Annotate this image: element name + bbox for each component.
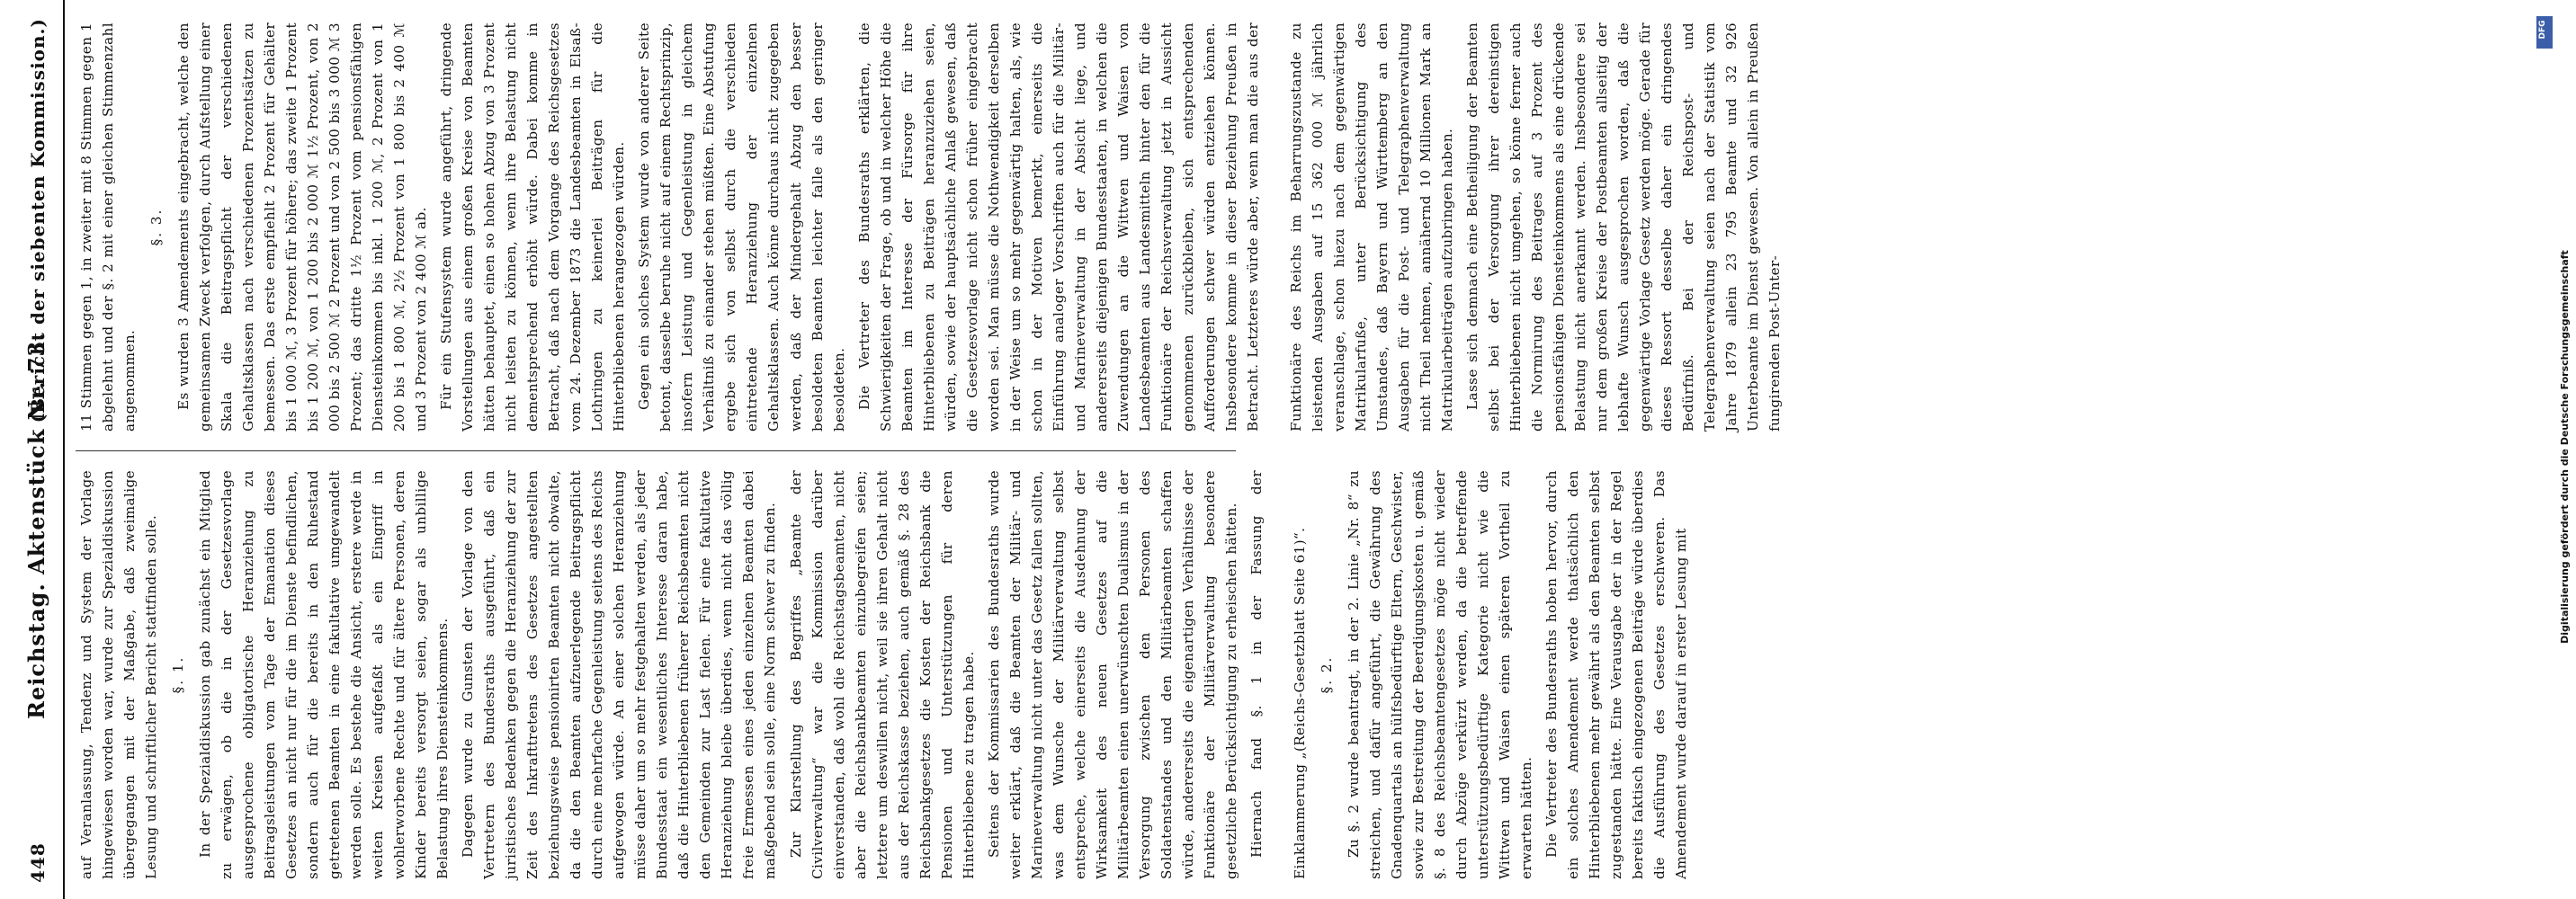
dfg-logo-text: DFG <box>2538 20 2547 40</box>
paragraph: Zur Klarstellung des Begriffes „Beamte der Civilverwaltung“ war die Kommission darüber einverstanden, daß wohl die Reichstagsbeamten, nicht aber die Reichsbankbeamten einzubegreifen seien; letztere um deswillen nicht, weil sie ihren Gehalt nicht aus der Reichskasse beziehen, auch gemäß §. 28 des Reichsbankgesetzes die Kosten der Reichsbank die Pensionen und Unterstützungen für deren Hinterbliebene zu tragen habe. <box>787 470 977 879</box>
section-heading: §. 1. <box>170 655 187 694</box>
paragraph: Hiernach fand §. 1 in der Fassung der Einklammerung „(Reichs-Gesetzblatt Seite 61)“. <box>1248 470 1308 879</box>
paragraph: Für ein Stufensystem wurde angeführt, dringende Vorstellungen aus einem großen Kreise von Beamten hätten behauptet, einen so hohen Abzug von 3 Prozent nicht leisten zu können, wenn ihre Belastung nicht dementsprechend erhöht würde. Dabei komme in Betracht, daß nach dem Vorgange des Reichsgesetzes vom 24. Dezember 1873 die Landesbeamten in Elsaß-Lothringen zu keinerlei Beiträgen für die Hinterbliebenen herangezogen würden. <box>438 22 628 432</box>
paragraph: Lasse sich demnach eine Betheiligung der Beamten selbst bei der Versorgung ihrer dereinstigen Hinterbliebenen nicht umgehen, so könne ferner auch die Normirung des Beitrages auf 3 Prozent des pensionsfähigen Diensteinkommens als eine drückende Belastung nicht anerkannt werden. Insbesondere sei nur dem großen Kreise der Postbeamten allseitig der lebhafte Wunsch ausgesprochen worden, daß die gegenwärtige Vorlage Gesetz werden möge. Gerade für dieses Ressort desselbe daher ein dringendes Bedürfniß. Bei der Reichspost- und Telegraphenverwaltung seien nach der Statistik vom Jahre 1879 allein 23 795 Beamte und 32 926 Unterbeamte im Dienst gewesen. Von allein in Preußen fungirenden Post-Unter- <box>1463 22 1784 432</box>
text-column-right <box>76 22 1784 432</box>
paragraph: In der Spezialdiskussion gab zunächst ein Mitglied zu erwägen, ob die in der Gesetzesvorlage ausgesprochene obligatorische Heranziehung zu Beitragsleistungen vom Tage der Emanation dieses Gesetzes an nicht nur für die im Dienste befindlichen, sondern auch für die bereits in den Ruhestand getretenen Beamten in eine fakultative umgewandelt werden solle. Es bestehe die Ansicht, erstere werde in weiten Kreisen aufgefaßt als ein Eingriff in wohlerworbene Rechte und für ältere Personen, deren Kinder bereits versorgt seien, sogar als unbillige Belastung ihres Diensteinkommens. <box>197 470 452 879</box>
column-divider <box>76 450 1236 451</box>
digitization-credit: Digitalisierung gefördert durch die Deutsche Forschungsgemeinschaft <box>2559 250 2571 644</box>
paragraph: Die Vertreter des Bundesraths erklärten, die Schwierigkeiten der Frage, ob und in welcher Höhe die Beamten im Interesse der Fürsorge für ihre Hinterbliebenen zu Beiträgen heranzuziehen seien, würden, sowie der hauptsächliche Anlaß gewesen, daß die Gesetzesvorlage nicht schon früher eingebracht worden sei. Man müsse die Nothwendigkeit derselben in der Weise um so mehr gegenwärtig halten, als, wie schon in der Motiven bemerkt, einerseits die Einführung analoger Vorschriften auch für die Militär- und Marineverwaltung in der Absicht liege, und andererseits diejenigen Bundesstaaten, in welchen die Zuwendungen an die Wittwen und Waisen von Landesbeamten aus Landesmitteln hinter den für die Funktionäre der Reichsverwaltung jetzt in Aussicht genommenen zurückbleiben, sich entsprechenden Aufforderungen schwer würden entziehen können. Insbesondere komme in dieser Beziehung Preußen in Betracht. Letzteres würde aber, wenn man die aus der Funktionäre des Reichs im Beharrungszustande zu leistenden Ausgaben auf 15 362 000 ℳ jährlich veranschlage, schon hiezu nach dem gegenwärtigen Matrikularfuße, unter Berücksichtigung des Umstandes, daß Bayern und Württemberg an den Ausgaben für die Post- und Telegraphenverwaltung nicht Theil nehmen, annähernd 10 Millionen Mark an Matrikularbeiträgen aufzubringen haben. <box>855 22 1455 432</box>
text-column-left <box>76 470 1690 879</box>
dfg-logo-icon <box>2536 16 2553 49</box>
paragraph: Gegen ein solches System wurde von anderer Seite betont, dasselbe beruhe nicht auf einem Rechtsprinzip, insofern Leistung und Gegenleistung in gleichem Verhältniß zu einander stehen müßten. Eine Abstufung ergebe sich von selbst durch die verschieden eintretende Heranziehung der einzelnen Gehaltsklassen. Auch könne durchaus nicht zugegeben werden, daß der Mindergehalt Abzug den besser besoldeten Beamten leichter falle als den geringer besoldeten. <box>636 22 847 432</box>
paragraph: Dagegen wurde zu Gunsten der Vorlage von den Vertretern des Bundesraths ausgeführt, daß ein juristisches Bedenken gegen die Heranziehung der zur Zeit des Inkrafttretens des Gesetzes angestellten beziehungsweise pensionirten Beamten nicht obwalte, da die den Beamten aufzuerlegende Beitragspflicht durch eine mehrfache Gegenleistung seitens des Reichs aufgewogen würde. An einer solchen Heranziehung müsse daher um so mehr festgehalten werden, als jeder Bundesstaat ein wesentliches Interesse daran habe, daß die Hinterbliebenen früherer Reichsbeamten nicht den Gemeinden zur Last fielen. Für eine fakultative Heranziehung bleibe überdies, wenn nicht das völlig freie Ermessen eines jeden einzelnen Beamten dabei maßgebend sein solle, eine Norm schwer zu finden. <box>460 470 779 879</box>
paragraph: 11 Stimmen gegen 1, in zweiter mit 8 Stimmen gegen 1 abgelehnt und der §. 2 mit einer gleichen Stimmenzahl angenommen. <box>78 22 139 432</box>
section-heading: §. 3. <box>148 208 165 246</box>
paragraph: Zu §. 2 wurde beantragt, in der 2. Linie „Nr. 8“ zu streichen, und dafür angeführt, die Gewährung des Gnadenquartals an hülfsbedürftige Eltern, Geschwister, sowie zur Bestreitung der Beerdigungskosten u. gemäß §. 8 des Reichsbeamtengesetzes möge nicht wieder durch Abzüge verkürzt werden, da die betreffende unterstützungsbedürftige Kategorie nicht wie die Wittwen und Waisen einen späteren Vortheil zu erwarten hätten. <box>1345 470 1535 879</box>
paragraph: Die Vertreter des Bundesraths hoben hervor, durch ein solches Amendement werde thatsächlich den Hinterbliebenen mehr gewährt als den Beamten selbst zugestanden hätte. Eine Verausgabe der in der Regel bereits faktisch eingezogenen Beiträge würde überdies die Ausführung des Gesetzes erschweren. Das Amendement wurde darauf in erster Lesung mit <box>1543 470 1690 879</box>
paragraph: Seitens der Kommissarien des Bundesraths wurde weiter erklärt, daß die Beamten der Militär- und Marineverwaltung nicht unter das Gesetz fallen sollten, was dem Wunsche der Militärverwaltung selbst entspreche, welche einerseits die Ausdehnung der Wirksamkeit des neuen Gesetzes auf die Militärbeamten einen unerwünschten Dualismus in der Versorgung zwischen den Personen des Soldatenstandes und den Militärbeamten schaffen würde, andererseits die eigenartigen Verhältnisse der Funktionäre der Militärverwaltung besondere gesetzliche Berücksichtigung zu erheischen hätten. <box>985 470 1239 879</box>
header-report-title: (Bericht der siebenten Kommission.) <box>27 18 49 423</box>
paragraph: Es wurden 3 Amendements eingebracht, welche den gemeinsamen Zweck verfolgen, durch Aufstellung einer Skala die Beitragspflicht der verschiedenen Gehaltsklassen nach verschiedenen Prozentsätzen zu bemessen. Das erste empfiehlt 2 Prozent für Gehälter bis 1 000 ℳ, 3 Prozent für höhere; das zweite 1 Prozent bis 1 200 ℳ, von 1 200 bis 2 000 ℳ 1½ Prozent, von 2 000 bis 2 500 ℳ 2 Prozent und von 2 500 bis 3 000 ℳ 3 Prozent; das dritte 1½ Prozent vom pensionsfähigen Diensteinkommen bis inkl. 1 200 ℳ, 2 Prozent von 1 200 bis 1 800 ℳ, 2½ Prozent von 1 800 bis 2 400 ℳ und 3 Prozent von 2 400 ℳ ab. <box>175 22 430 432</box>
page-header <box>0 0 65 899</box>
paragraph: auf Veranlassung, Tendenz und System der Vorlage hingewiesen worden war, wurde zur Spezialdiskussion übergegangen mit der Maßgabe, daß zweimalige Lesung und schriftlicher Bericht stattfinden solle. <box>78 470 160 879</box>
section-heading: §. 2. <box>1318 655 1335 694</box>
header-title: Reichstag. Aktenstück Nr. 73. <box>23 332 49 719</box>
page-number: 448 <box>27 842 49 883</box>
